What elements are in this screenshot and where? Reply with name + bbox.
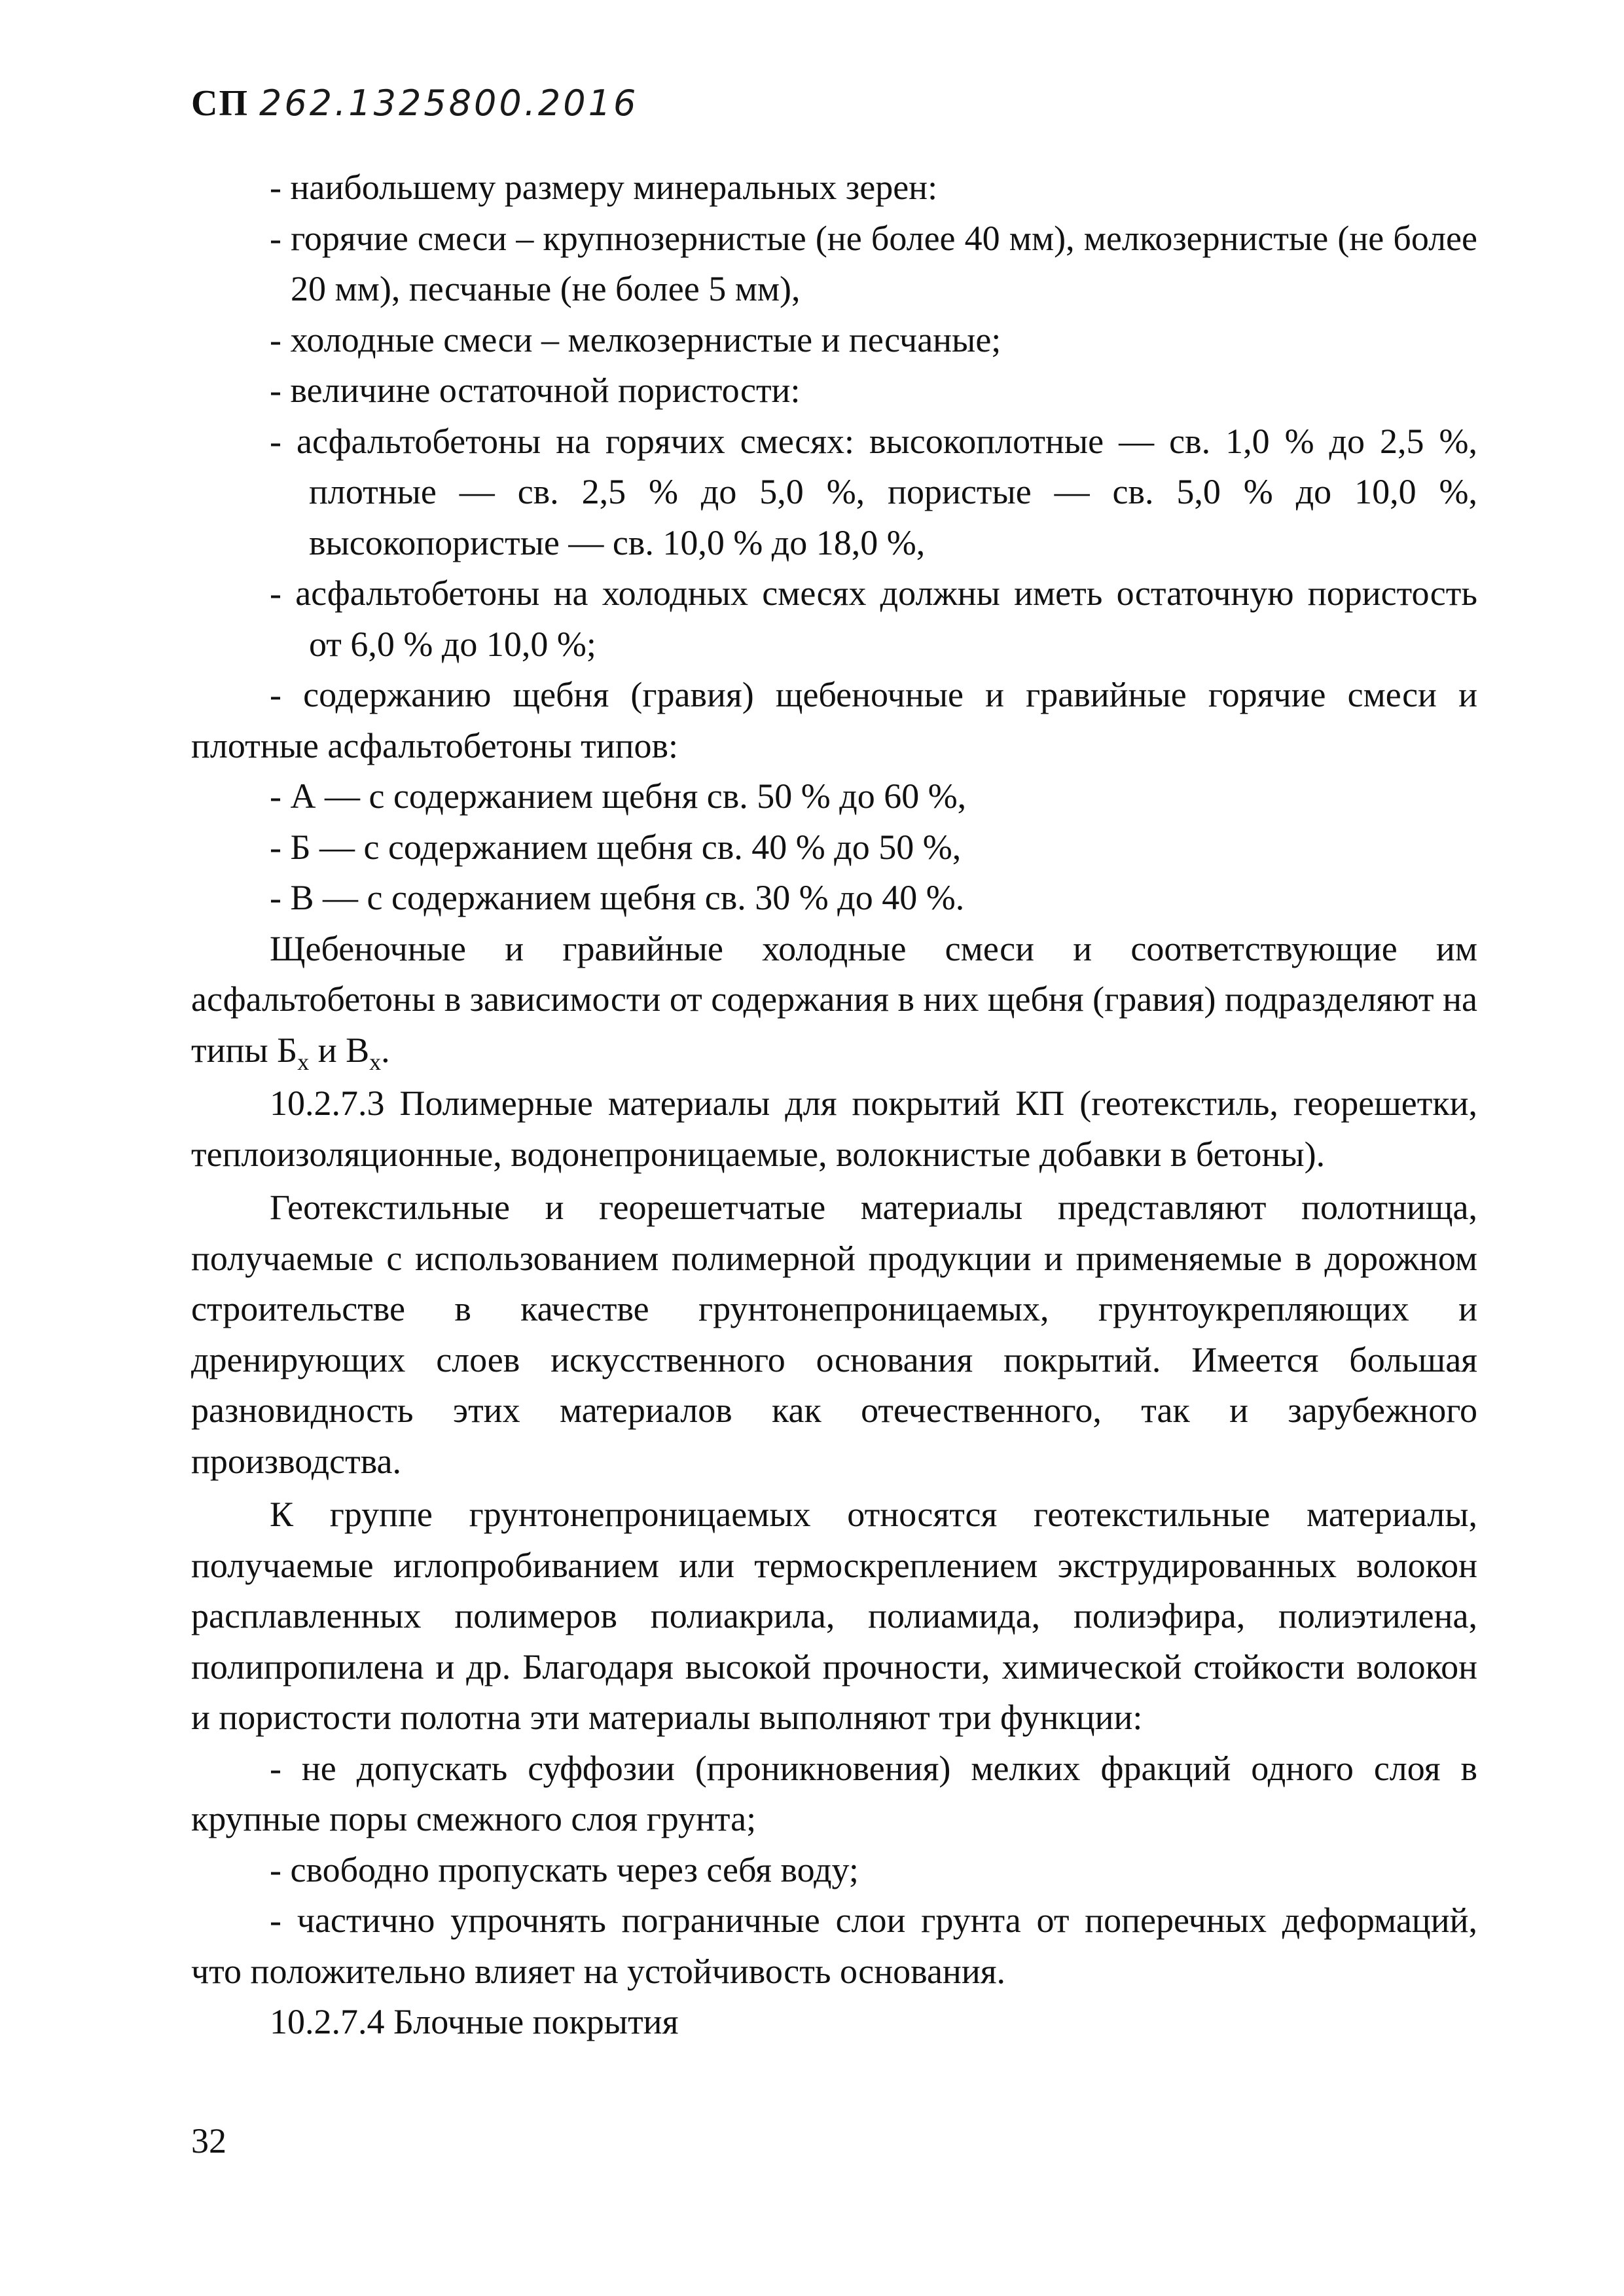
paragraph-list-item: - частично упрочнять пограничные слои грунта от поперечных деформаций, что положительно влияет на устойчивость основания.: [191, 1901, 1477, 1991]
section-heading-10-2-7-4: 10.2.7.4 Блочные покрытия: [270, 2002, 679, 2041]
subscript-x: х: [297, 1048, 310, 1075]
paragraph-list-item: - В — с содержанием щебня св. 30 % до 40 %.: [270, 878, 965, 917]
paragraph-body: К группе грунтонепроницаемых относятся геотекстильные материалы, получаемые иглопробиванием или термоскреплением экструдированных волокон расплавленных полимеров полиакрила, полиамида, полиэфира, полиэтилена, полипропилена и др. Благодаря высокой прочности, химической стойкости волокон и пористости полотна эти материалы выполняют три функции:: [191, 1495, 1477, 1737]
page-number: 32: [191, 2121, 226, 2160]
paragraph-list-item: - А — с содержанием щебня св. 50 % до 60 %,: [270, 776, 967, 816]
paragraph-list-item: - холодные смеси – мелкозернистые и песчаные;: [270, 319, 1001, 359]
paragraph-list-item: - горячие смеси – крупнозернистые (не более 40 мм), мелкозернистые (не более 20 мм), песчаные (не более 5 мм),: [270, 218, 1477, 308]
paragraph-body: [191, 924, 1477, 1076]
document-body: [191, 162, 1477, 2048]
paragraph-list-heading: - наибольшему размеру минеральных зерен:: [270, 168, 938, 207]
paragraph-list-heading: - величине остаточной пористости:: [270, 371, 801, 410]
paragraph-list-item: - асфальтобетоны на холодных смесях должны иметь остаточную пористость от 6,0 % до 10,0 %;: [270, 574, 1477, 664]
paragraph-text: Щебеночные и гравийные холодные смеси и соответствующие им асфальтобетоны в зависимости от содержания в них щебня (гравия) подразделяют на типы Б: [191, 928, 1477, 1070]
paragraph-body: Геотекстильные и георешетчатые материалы представляют полотнища, получаемые с использованием полимерной продукции и применяемые в дорожном строительстве в качестве грунтонепроницаемых, грунтоукрепляющих и дренирующих слоев искусственного основания покрытий. Имеется большая разновидность этих материалов как отечественного, так и зарубежного производства.: [191, 1188, 1477, 1481]
paragraph-list-item: - свободно пропускать через себя воду;: [270, 1850, 859, 1889]
paragraph-list-item: - Б — с содержанием щебня св. 40 % до 50 %,: [270, 827, 962, 867]
paragraph-text: .: [381, 1030, 390, 1070]
document-header: [191, 77, 638, 130]
paragraph-list-item: - асфальтобетоны на горячих смесях: высокоплотные — св. 1,0 % до 2,5 %, плотные — св. 2,5 % до 5,0 %, пористые — св. 5,0 % до 10,0 %, высокопористые — св. 10,0 % до 18,0 %,: [270, 421, 1477, 562]
paragraph-list-item: - не допускать суффозии (проникновения) мелких фракций одного слоя в крупные поры смежного слоя грунта;: [191, 1748, 1477, 1838]
paragraph-list-heading: - содержанию щебня (гравия) щебеночные и гравийные горячие смеси и плотные асфальтобетоны типов:: [191, 675, 1477, 765]
paragraph-text: и В: [309, 1030, 370, 1070]
header-sp-label: СП: [191, 83, 249, 124]
header-handwritten-code: 262.1325800.2016: [259, 82, 639, 124]
section-heading-10-2-7-3: 10.2.7.3 Полимерные материалы для покрытий КП (геотекстиль, георешетки, теплоизоляционные, водонепроницаемые, волокнистые добавки в бетоны).: [191, 1084, 1477, 1174]
subscript-x: х: [369, 1048, 382, 1075]
